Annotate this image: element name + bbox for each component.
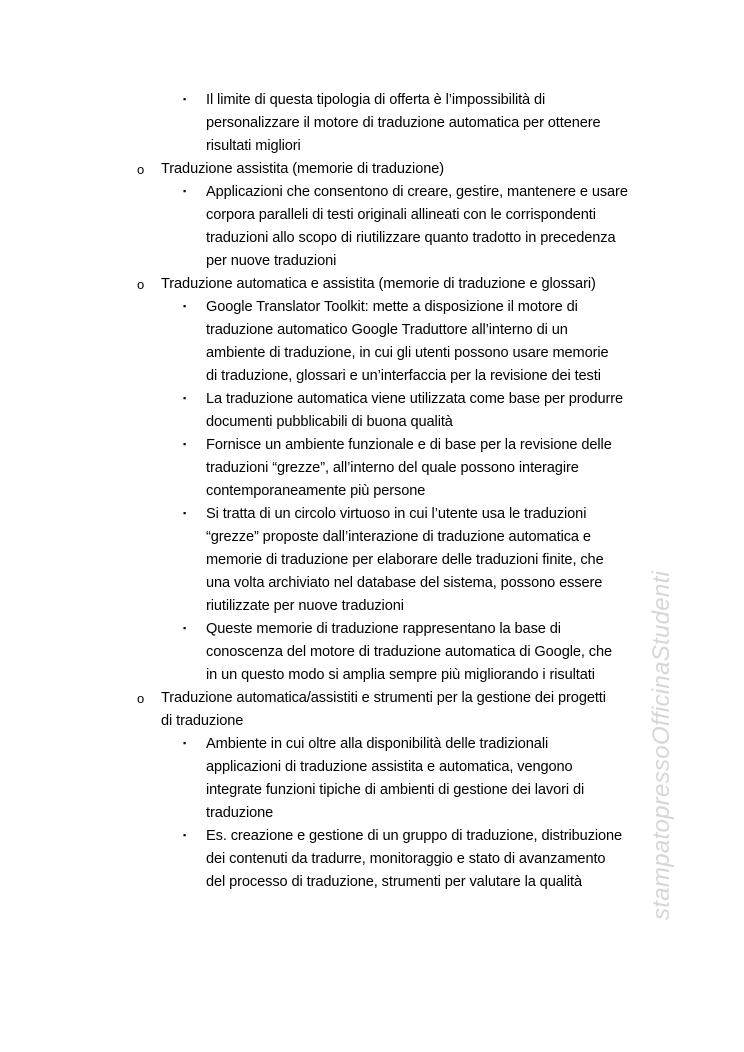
list-item-level1 xyxy=(0,687,744,733)
text-line: Si tratta di un circolo virtuoso in cui l’utente usa le traduzioni xyxy=(206,506,587,522)
text-line: corpora paralleli di testi originali allineati con le corrispondenti xyxy=(206,207,596,223)
list-item-level2 xyxy=(0,503,744,618)
text-line: memorie di traduzione per elaborare delle traduzioni finite, che xyxy=(206,552,604,568)
list-item-level2 xyxy=(0,618,744,687)
circle-bullet-icon: o xyxy=(137,277,145,292)
text-line: risultati migliori xyxy=(206,138,301,154)
text-line: di traduzione xyxy=(161,713,244,729)
text-line: Ambiente in cui oltre alla disponibilità delle tradizionali xyxy=(206,736,549,752)
text-line: La traduzione automatica viene utilizzata come base per produrre xyxy=(206,391,624,407)
text-line: applicazioni di traduzione assistita e automatica, vengono xyxy=(206,759,573,775)
text-line: Il limite di questa tipologia di offerta è l’impossibilità di xyxy=(206,92,546,108)
text-line: dei contenuti da tradurre, monitoraggio e stato di avanzamento xyxy=(206,851,606,867)
text-line: traduzione automatico Google Traduttore all’interno di un xyxy=(206,322,568,338)
text-line: traduzione xyxy=(206,805,274,821)
list-item-level1 xyxy=(0,273,744,296)
list-item-level2 xyxy=(0,89,744,158)
text-line: “grezze” proposte dall’interazione di traduzione automatica e xyxy=(206,529,591,545)
text-line: in un questo modo si amplia sempre più migliorando i risultati xyxy=(206,667,595,683)
list-item-level2 xyxy=(0,181,744,273)
square-bullet-icon: ▪ xyxy=(183,393,187,403)
text-line: traduzioni “grezze”, all’interno del quale possono interagire xyxy=(206,460,579,476)
text-line: documenti pubblicabili di buona qualità xyxy=(206,414,453,430)
square-bullet-icon: ▪ xyxy=(183,301,187,311)
list-item-level1 xyxy=(0,158,744,181)
square-bullet-icon: ▪ xyxy=(183,439,187,449)
square-bullet-icon: ▪ xyxy=(183,186,187,196)
text-line: del processo di traduzione, strumenti per valutare la qualità xyxy=(206,874,582,890)
text-line: integrate funzioni tipiche di ambienti di gestione dei lavori di xyxy=(206,782,585,798)
text-line: Traduzione assistita (memorie di traduzione) xyxy=(161,161,445,177)
text-line: conoscenza del motore di traduzione automatica di Google, che xyxy=(206,644,613,660)
circle-bullet-icon: o xyxy=(137,162,145,177)
text-line: una volta archiviato nel database del sistema, possono essere xyxy=(206,575,603,591)
document-body xyxy=(0,89,744,894)
text-line: Queste memorie di traduzione rappresentano la base di xyxy=(206,621,561,637)
square-bullet-icon: ▪ xyxy=(183,738,187,748)
text-line: riutilizzate per nuove traduzioni xyxy=(206,598,404,614)
text-line: personalizzare il motore di traduzione automatica per ottenere xyxy=(206,115,601,131)
text-line: Fornisce un ambiente funzionale e di base per la revisione delle xyxy=(206,437,612,453)
text-line: per nuove traduzioni xyxy=(206,253,337,269)
text-line: Es. creazione e gestione di un gruppo di traduzione, distribuzione xyxy=(206,828,623,844)
list-item-level2 xyxy=(0,733,744,825)
text-line: contemporaneamente più persone xyxy=(206,483,426,499)
square-bullet-icon: ▪ xyxy=(183,623,187,633)
list-item-level2 xyxy=(0,296,744,388)
list-item-level2 xyxy=(0,388,744,434)
square-bullet-icon: ▪ xyxy=(183,94,187,104)
text-line: Traduzione automatica/assistiti e strumenti per la gestione dei progetti xyxy=(161,690,606,706)
text-line: traduzioni allo scopo di riutilizzare quanto tradotto in precedenza xyxy=(206,230,616,246)
list-item-level2 xyxy=(0,434,744,503)
text-line: Google Translator Toolkit: mette a disposizione il motore di xyxy=(206,299,578,315)
text-line: Traduzione automatica e assistita (memorie di traduzione e glossari) xyxy=(161,276,596,292)
square-bullet-icon: ▪ xyxy=(183,830,187,840)
text-line: Applicazioni che consentono di creare, gestire, mantenere e usare xyxy=(206,184,628,200)
text-line: ambiente di traduzione, in cui gli utenti possono usare memorie xyxy=(206,345,609,361)
watermark: stampatopressoOfficinaStudenti xyxy=(648,570,675,920)
circle-bullet-icon: o xyxy=(137,691,145,706)
square-bullet-icon: ▪ xyxy=(183,508,187,518)
text-line: di traduzione, glossari e un’interfaccia per la revisione dei testi xyxy=(206,368,601,384)
list-item-level2 xyxy=(0,825,744,894)
